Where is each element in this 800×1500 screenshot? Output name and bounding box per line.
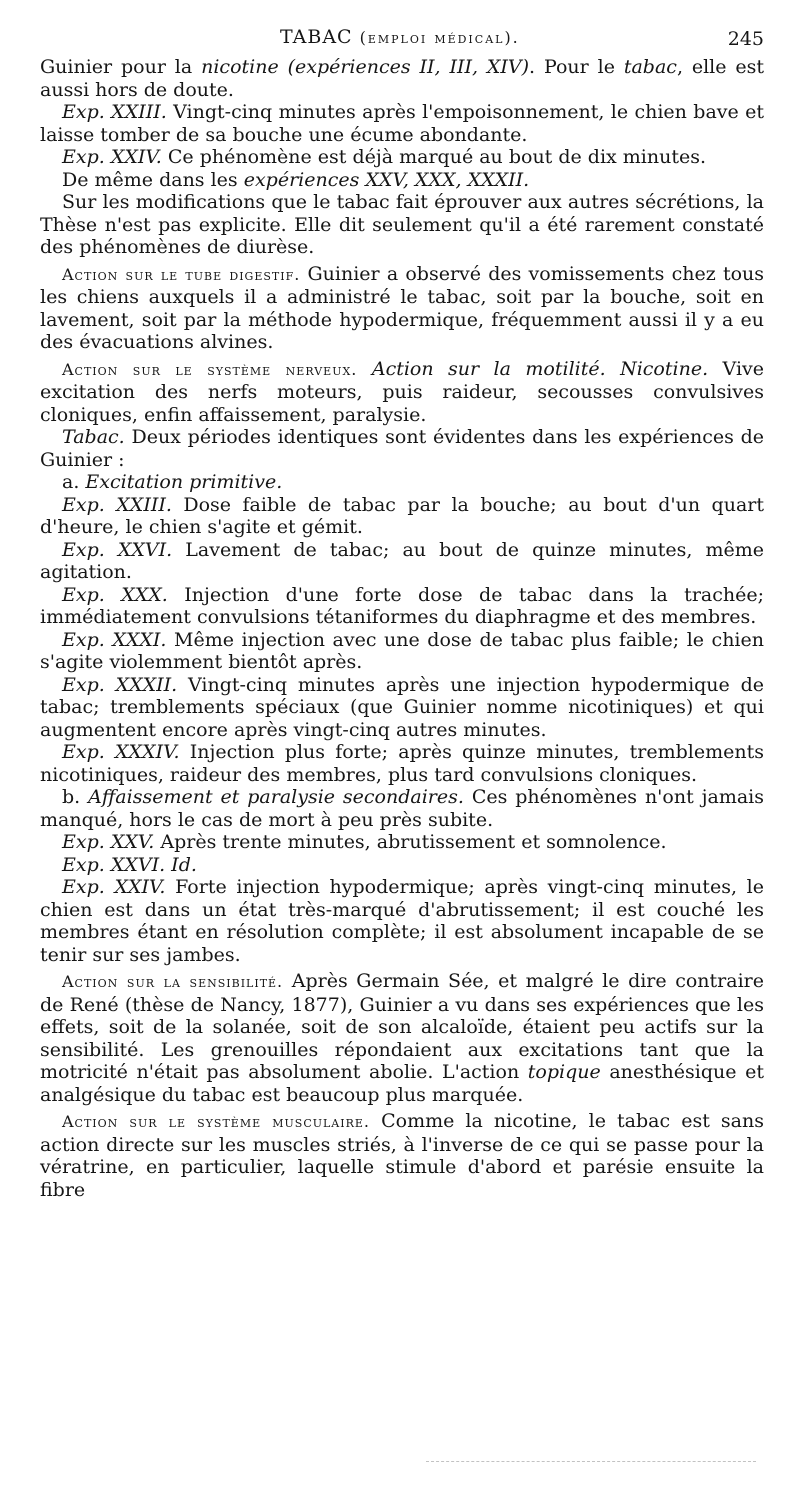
text-run [357, 358, 371, 380]
paragraph [40, 263, 764, 354]
text-run: Injection plus forte; après quinze minutes, tremblements nicotiniques, raideur des membres, plus tard convulsions cloniques. [40, 741, 764, 786]
paragraph [40, 169, 764, 192]
italic-text: nicotine (expériences II, III, XIV) [201, 56, 530, 78]
text-run: Après trente minutes, abrutissement et somnolence. [154, 831, 667, 853]
paragraph [40, 471, 764, 494]
footer-divider [426, 1461, 756, 1462]
paragraph [40, 358, 764, 427]
italic-text: Action sur la motilité. Nicotine. [371, 357, 709, 380]
italic-text: Exp. XXIV. [62, 146, 162, 168]
text-run: Vive excitation des nerfs moteurs, puis raideur, secousses convulsives cloniques, enfin affaissement, paralysie. [40, 357, 764, 426]
paragraph [40, 191, 764, 259]
paragraph [40, 146, 764, 169]
section-heading: Action sur le tube digestif. [62, 264, 301, 284]
italic-text: Exp. XXIII. [62, 493, 172, 516]
text-run: Même injection avec une dose de tabac plus faible; le chien s'agite violemment bientôt après. [40, 628, 764, 673]
italic-text: Exp. XXVI. [62, 538, 173, 561]
text-run: Ces phénomènes n'ont jamais manqué, hors le cas de mort à peu près subite. [40, 786, 764, 831]
paragraph [40, 1110, 764, 1201]
section-heading: Action sur la sensibilité. [62, 972, 284, 991]
running-title [280, 26, 520, 48]
text-run: Sur les modifications que le tabac fait éprouver aux autres sécrétions, la Thèse n'est pas explicite. Elle dit seulement qu'il a été rarement constaté des phénomènes de diurèse. [40, 191, 764, 258]
text-run: Guinier pour la [40, 56, 202, 78]
italic-text: Tabac. [62, 426, 125, 448]
italic-text: expériences XXV, XXX, XXXII. [243, 168, 530, 191]
body-text [40, 56, 764, 1201]
paragraph [40, 674, 764, 742]
paragraph [40, 539, 764, 584]
paragraph [40, 741, 764, 786]
italic-text: Exp. XXV. [62, 831, 155, 853]
text-run: Ce phénomène est déjà marqué au bout de dix minutes. [161, 146, 707, 168]
text-run: anesthésique et analgésique du tabac est beaucoup plus marquée. [40, 1061, 764, 1106]
text-run: Guinier a observé des vomissements chez tous les chiens auxquels il a administré le tabac, soit par la bouche, soit en lavement, soit par la méthode hypodermique, fréquemment aussi il y a eu des évacuations alvines. [40, 262, 765, 353]
text-run: Après Germain Sée, et malgré le dire contraire de René (thèse de Nancy, 1877), Guinier a vu dans ses expériences que les effets, soit de la solanée, soit de son alcaloïde, étaient peu actifs sur la sensibilité. Les grenouilles répondaient aux excitations tant que la motricité n'était pas absolument abolie. L'action [40, 970, 764, 1083]
paragraph [40, 854, 764, 877]
text-run: . Pour le [529, 56, 624, 78]
paragraph [40, 426, 764, 471]
italic-text: Exp. XXX. [62, 583, 168, 606]
text-run: De même dans les [62, 168, 244, 191]
italic-text: Exp. XXIV. [62, 876, 166, 898]
text-run: Vingt-cinq minutes après l'empoisonnement, le chien bave et laisse tomber de sa bouche une écume abondante. [40, 101, 765, 146]
paragraph [40, 101, 764, 146]
italic-text: Exp. XXIII. [62, 101, 167, 123]
paragraph [40, 56, 764, 101]
document-page [40, 26, 764, 1201]
text-run: b. [62, 786, 89, 808]
text-run: Dose faible de tabac par la bouche; au bout d'un quart d'heure, le chien s'agite et gémit. [40, 493, 764, 538]
paragraph [40, 786, 764, 831]
page-number: 245 [727, 28, 764, 50]
running-title-sub: (emploi médical). [359, 28, 520, 47]
text-run: Injection d'une forte dose de tabac dans la trachée; immédiatement convulsions tétaniformes du diaphragme et des membres. [40, 583, 764, 628]
paragraph [40, 494, 764, 539]
section-heading: Action sur le système nerveux. [62, 359, 358, 379]
italic-text: Exp. XXXII. [62, 673, 178, 696]
paragraph [40, 629, 764, 674]
text-run: , elle est aussi hors de doute. [40, 56, 765, 101]
text-run: Lavement de tabac; au bout de quinze minutes, même agitation. [40, 538, 764, 583]
text-run: Deux périodes identiques sont évidentes dans les expériences de Guinier : [40, 426, 764, 471]
paragraph [40, 831, 764, 854]
italic-text: Affaissement et paralysie secondaires. [88, 786, 464, 808]
paragraph [40, 876, 764, 966]
running-title-main: TABAC [280, 26, 353, 48]
text-run: Forte injection hypodermique; après vingt-cinq minutes, le chien est dans un état très-marqué d'abrutissement; il est couché les membres étant en résolution complète; il est absolument incapable de se tenir sur ses jambes. [40, 876, 764, 966]
paragraph [40, 584, 764, 629]
italic-text: Excitation primitive. [85, 471, 283, 493]
text-run: a. [62, 471, 86, 493]
paragraph [40, 970, 764, 1106]
text-run: Vingt-cinq minutes après une injection hypodermique de tabac; tremblements spéciaux (que Guinier nomme nicotiniques) et qui augmentent encore après vingt-cinq autres minutes. [40, 673, 764, 741]
italic-text: Exp. XXVI. Id. [62, 853, 197, 876]
italic-text: Exp. XXXIV. [62, 741, 180, 763]
italic-text: Exp. XXXI. [62, 628, 167, 651]
italic-text: tabac [623, 56, 677, 78]
text-run: Comme la nicotine, le tabac est sans action directe sur les muscles striés, à l'inverse de ce qui se passe pour la vératrine, en particulier, laquelle stimule d'abord et parésie ensuite la fibre [40, 1110, 764, 1201]
section-heading: Action sur le système musculaire. [62, 1112, 370, 1131]
running-header [40, 26, 764, 56]
italic-text: topique [527, 1061, 601, 1083]
